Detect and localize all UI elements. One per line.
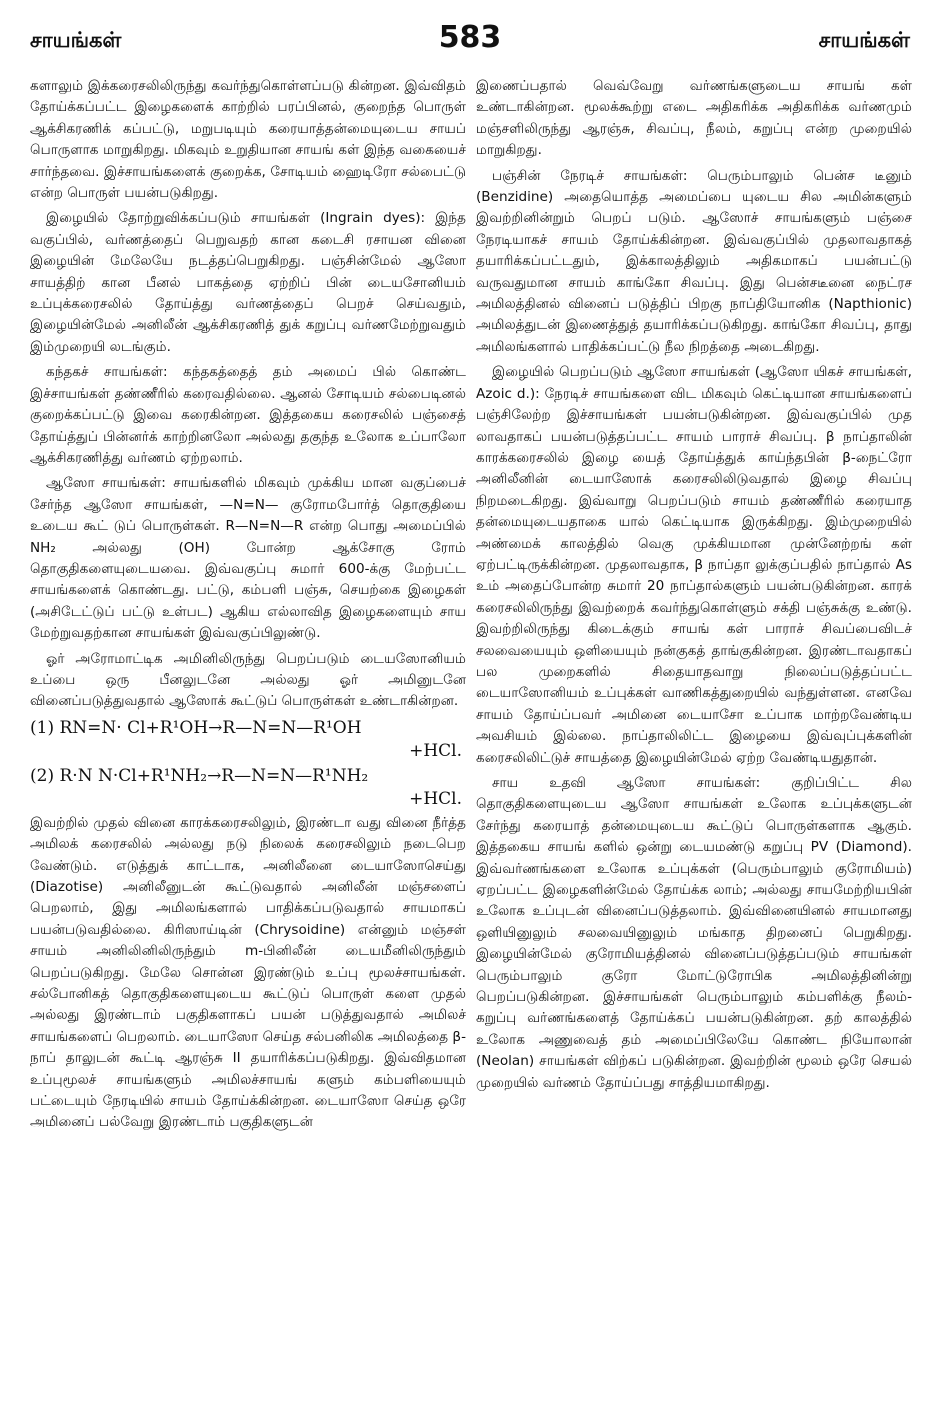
left-column	[30, 76, 466, 1138]
page-header	[0, 0, 940, 60]
paragraph-ingrain-dyes: இழையில் தோற்றுவிக்கப்படும் சாயங்கள் (Ingrain dyes): இந்த வகுப்பில், வர்ணத்தைப் பெறுவதற் கான கடைசி ரசாயன வினை இழையின் மேலேயே நடத்தப்பெறுகிறது. பஞ்சின்மேல் ஆஸோ சாயத்திற் கான பீனல் பாகத்தை ஏற்றிப் பின் டையசோனியம் உப்புக்கரைசலில் தோய்த்து வர்ணத்தைப் பெறச் செய்வதும், இழையின்மேல் அனிலீன் ஆக்சிகரணித் துக் கறுப்பு வர்ணமேற்றுவதும் இம்முறையி லடங்கும்.	[30, 210, 466, 355]
equation-1	[30, 717, 466, 763]
equation-continuation: +HCl.	[409, 788, 462, 809]
paragraph: ஓர் அரோமாட்டிக அமினிலிருந்து பெறப்படும் டையஸோனியம் உப்பை ஒரு பீனலுடனே அல்லது ஓர் அமினுடனே வினைப்படுத்துவதால் ஆஸோக் கூட்டுப் பொருள்கள் உண்டாகின்றன.	[30, 650, 466, 710]
paragraph-direct-cotton-dyes: பஞ்சின் நேரடிச் சாயங்கள்: பெரும்பாலும் பென்ச டீனும் (Benzidine) அதையொத்த அமைப்பை யுடைய சில அமின்களும் இவற்றினின்றும் பெறப் படும். ஆஸோச் சாயங்களும் பஞ்சை நேரடியாகச் சாயம் தோய்க்கின்றன. இவ்வகுப்பில் முதலாவதாகத் தயாரிக்கப்பட்டதும், இக்காலத்திலும் அதிகமாகப் பயன்பட்டு வருவதுமான சாயம் காங்கோ சிவப்பு. இது பென்சடீனை நைட்ரச அமிலத்தினல் வினைப் படுத்திப் பிறகு நாப்தியோனிக (Napthionic) அமிலத்துடன் இணைத்துத் தயாரிக்கப்படுகிறது. காங்கோ சிவப்பு, தாது அமிலங்களால் பாதிக்கப்பட்டு நீல நிறத்தை அடைகிறது.	[476, 167, 912, 355]
equation-2	[30, 765, 466, 811]
equation-line: (2) R·N N·Cl+R¹NH₂→R—N=N—R¹NH₂	[30, 765, 369, 786]
paragraph: இவற்றில் முதல் வினை காரக்கரைசலிலும், இரண்டா வது வினை நீர்த்த அமிலக் கரைசலில் அல்லது நடு நிலைக் கரைசலிலும் நடைபெற வேண்டும். எடுத்துக் காட்டாக, அனிலீனை டையாஸோசெய்து (Diazotise) அனிலீனுடன் கூட்டுவதால் அனிலீன் மஞ்சளைப் பெறலாம், இது அமிலங்களால் பாதிக்கப்படுவதால் சாயமாகப் பயன்படுவதில்லை. கிரிஸாய்டின் (Chrysoidine) என்னும் மஞ்சள் சாயம் அனிலினிலிருந்தும் m-பினிலீன் டையமீனிலிருந்தும் பெறப்படுகிறது. மேலே சொன்ன இரண்டும் உப்பு மூலச்சாயங்கள். சல்போனிகத் தொகுதிகளையுடைய கூட்டுப் பொருள் களை முதல் அல்லது இரண்டாம் பகுதிகளாகப் பயன் படுத்துவதால் அமிலச் சாயங்களைப் பெறலாம். டையாஸோ செய்த சல்பனிலிக அமிலத்தை β-நாப் தாலுடன் கூட்டி ஆரஞ்சு II தயாரிக்கப்படுகிறது. இவ்விதமான உப்புமூலச் சாயங்களும் அமிலச்சாயங் களும் கம்பளியையும் பட்டையும் நேரடியில் சாயம் தோய்க்கின்றன. டையாஸோ செய்த ஒரே அமினைப் பல்வேறு இரண்டாம் பகுதிகளுடன்	[30, 814, 466, 1131]
right-column	[476, 76, 912, 1098]
running-head-left: சாயங்கள்	[30, 28, 122, 52]
paragraph-azo-dyes: ஆஸோ சாயங்கள்: சாயங்களில் மிகவும் முக்கிய மான வகுப்பைச் சேர்ந்த ஆஸோ சாயங்கள், —N=N— குரோமபோர்த் தொகுதியை உடைய கூட் டுப் பொருள்கள். R—N=N—R என்ற பொது அமைப்பில் NH₂ அல்லது (OH) போன்ற ஆக்சோகு ரோம் தொகுதிகளையுடையவை. இவ்வகுப்பு சுமார் 600-க்கு மேற்பட்ட சாயங்களைக் கொண்டது. பட்டு, கம்பளி பஞ்சு, செயற்கை இழைகள் (அசிடேட்டுப் பட்டு உள்பட) ஆகிய எல்லாவித இழைகளையும் சாய மேற்றுவதற்கான சாயங்கள் இவ்வகுப்பிலுண்டு.	[30, 475, 466, 642]
paragraph-sulphur-dyes: கந்தகச் சாயங்கள்: கந்தகத்தைத் தம் அமைப் பில் கொண்ட இச்சாயங்கள் தண்ணீரில் கரைவதில்லை. ஆனல் சோடியம் சல்பைடினல் குறைக்கப்பட்டு இவை கரைகின்றன. இத்தகைய கரைசலில் பஞ்சைத் தோய்த்துப் பின்னர்க் காற்றினலோ அல்லது தகுந்த உலோக உப்பாலோ ஆக்சிகரணித்து வர்ணம் ஏற்றலாம்.	[30, 364, 466, 466]
running-head-right: சாயங்கள்	[818, 28, 910, 52]
equation-line: (1) RN=N· Cl+R¹OH→R—N=N—R¹OH	[30, 717, 362, 738]
paragraph-mordant-azo-dyes: சாய உதவி ஆஸோ சாயங்கள்: குறிப்பிட்ட சில தொகுதிகளையுடைய ஆஸோ சாயங்கள் உலோக உப்புக்களுடன் சேர்ந்து கரையாத் தன்மையுடைய கூட்டுப் பொருள்களாக ஆகும். இத்தகைய சாயங் களில் ஒன்று டையமண்டு கறுப்பு PV (Diamond). இவ்வர்ணங்களை உலோக உப்புக்கள் (பெரும்பாலும் குரோமியம்) ஏறப்பட்ட இழைகளின்மேல் தோய்க்க லாம்; அல்லது சாயமேற்றியபின் உலோக உப்புடன் வினைப்படுத்தலாம். இவ்வினையினல் சாயமானது ஒளியினுலும் சலவையினுலும் மங்காத திறனைப் பெறுகிறது. இழையின்மேல் குரோமியத்தினல் வினைப்படுத்தப்படும் சாயங்கள் பெரும்பாலும் குரோ மோட்டுரோபிக அமிலத்தினின்று பெறப்படுகின்றன. இச்சாயங்கள் பெரும்பாலும் கம்பளிக்கு நீலம்-கறுப்பு வர்ணங்களைத் தோய்க்கப் பயன்படுகின்றன. தற் காலத்தில் உலோக அணுவைத் தம் அமைப்பிலேயே கொண்ட நியோலான் (Neolan) சாயங்கள் விற்கப் படுகின்றன. இவற்றின் மூலம் ஒரே செயல் முறையில் வர்ணம் தோய்ப்பது சாத்தியமாகிறது.	[476, 775, 912, 1091]
equation-continuation: +HCl.	[409, 740, 462, 761]
paragraph: இணைப்பதால் வெவ்வேறு வர்ணங்களுடைய சாயங் கள் உண்டாகின்றன. மூலக்கூற்று எடை அதிகரிக்க அதிகரிக்க வர்ணமும் மஞ்சளிலிருந்து ஆரஞ்சு, சிவப்பு, நீலம், கறுப்பு என்ற முறையில் மாறுகிறது.	[476, 78, 912, 159]
paragraph-azoic-dyes: இழையில் பெறப்படும் ஆஸோ சாயங்கள் (ஆஸோ யிகச் சாயங்கள், Azoic d.): நேரடிச் சாயங்களை விட மிகவும் கெட்டியான சாயங்களைப் பஞ்சிலேற்ற இச்சாயங்கள் பயன்படுகின்றன. இவ்வகுப்பில் முத லாவதாகப் பயன்படுத்தப்பட்ட சாயம் பாராச் சிவப்பு. β நாப்தாலின் காரக்கரைசலில் இழை யைத் தோய்த்துக் காய்ந்தபின் β-நைட்ரோ அனிலீனின் டையாஸோக் கரைசலிலிடுவதால் இழை சிவப்பு நிறமடைகிறது. இவ்வாறு பெறப்படும் சாயம் தண்ணீரில் கரையாத தன்மையுடையதாகை யால் கெட்டியாக இருக்கிறது. இம்முறையில் அண்மைக் காலத்தில் வெகு முக்கியமான முன்னேற்றங் கள் ஏற்பட்டிருக்கின்றன. முதலாவதாக, β நாப்தா லுக்குப்பதில் நாப்தால் As உம் அதைப்போன்ற சுமார் 20 நாப்தால்களும் பயன்படுகின்றன. காரக் கரைசலிலிருந்து இவற்றைக் கவர்ந்துகொள்ளும் சக்தி பஞ்சுக்கு உண்டு. இவற்றிலிருந்து கிடைக்கும் சாயங் கள் பாராச் சிவப்பைவிடச் சலவையையும் ஒளியையும் நன்குகத் தாங்குகின்றன. இரண்டாவதாகப் பல முறைகளில் சிதையாதவாறு நிலைப்படுத்தப்பட்ட டையாஸோனியம் உப்புக்கள் வாணிகத்துறையில் வந்துள்ளன. எனவே சாயம் தோய்ப்பவர் அமினை டையாசோ உப்பாக மாற்றவேண்டிய அவசியம் இல்லை. நாப்தாலிலிட்ட இழையை இவ்வுப்புக்களின் கரைசலிலிட்டுச் சாயத்தை இழையின்மேல் ஏற்ற வேண்டியதுதான்.	[476, 364, 912, 766]
page-number: 583	[438, 20, 502, 55]
paragraph: களாலும் இக்கரைசலிலிருந்து கவர்ந்துகொள்ளப்படு கின்றன. இவ்விதம் தோய்க்கப்பட்ட இழைகளைக் காற்றில் பரப்பினல், குறைந்த பொருள் ஆக்சிகரணிக் கப்பட்டு, மறுபடியும் கரையாத்தன்மையுடைய சாயப் பொருளாக மாறுகிறது. மிகவும் உறுதியான சாயங் கள் இந்த வகையைச் சார்ந்தவை. இச்சாயங்களைக் குறைக்க, சோடியம் ஹைடிரோ சல்பைட்டு என்ற பொருள் பயன்படுகிறது.	[30, 78, 466, 202]
